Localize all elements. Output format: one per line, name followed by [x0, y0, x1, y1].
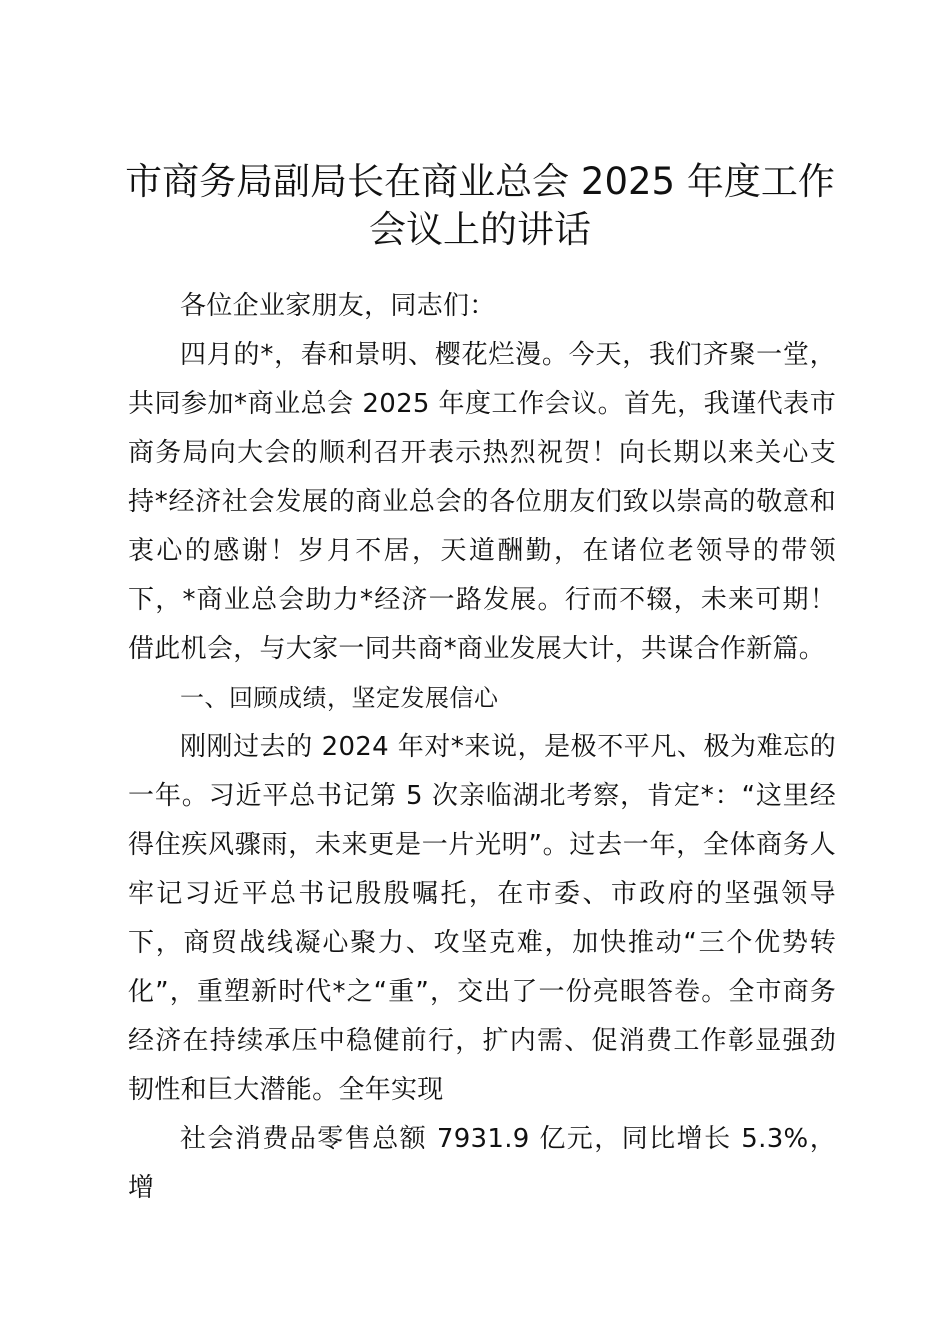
- paragraph-review: 刚刚过去的 2024 年对*来说，是极不平凡、极为难忘的一年。习近平总书记第 5 次亲临湖北考察，肯定*：“这里经得住疾风骤雨，未来更是一片光明”。过去一年，全体商务人牢记习近平总书记殷殷嘱托，在市委、市政府的坚强领导下，商贸战线凝心聚力、攻坚克难，加快推动“三个优势转化”，重塑新时代*之“重”，交出了一份亮眼答卷。全市商务经济在持续承压中稳健前行，扩内需、促消费工作彰显强劲韧性和巨大潜能。全年实现: [128, 732, 836, 1105]
- greeting: 各位企业家朋友，同志们：: [180, 291, 496, 321]
- section-heading: 一、回顾成绩，坚定发展信心: [180, 684, 499, 712]
- document-title: 市商务局副局长在商业总会 2025 年度工作会议上的讲话: [125, 160, 835, 251]
- document-body: [128, 282, 836, 1213]
- paragraph-opening: 四月的*，春和景明、樱花烂漫。今天，我们齐聚一堂，共同参加*商业总会 2025 年度工作会议。首先，我谨代表市商务局向大会的顺利召开表示热烈祝贺！向长期以来关心支持*经济社会发展的商业总会的各位朋友们致以崇高的敬意和衷心的感谢！岁月不居，天道酬勤，在诸位老领导的带领下，*商业总会助力*经济一路发展。行而不辍，未来可期！借此机会，与大家一同共商*商业发展大计，共谋合作新篇。: [128, 340, 836, 664]
- paragraph-retail-sales: 社会消费品零售总额 7931.9 亿元，同比增长 5.3%，增: [128, 1124, 836, 1203]
